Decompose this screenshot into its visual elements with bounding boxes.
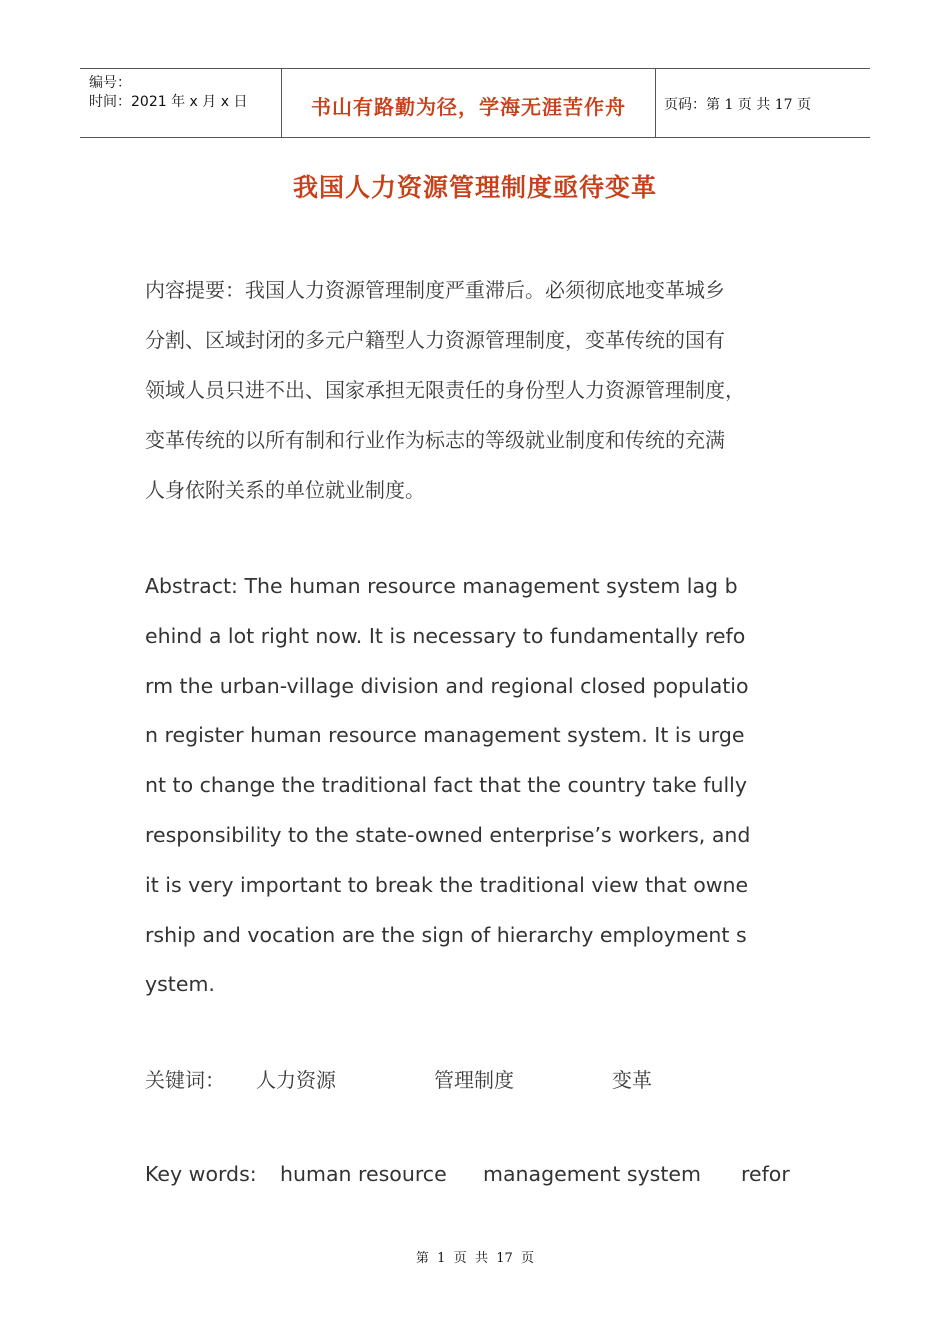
motto: 书山有路勤为径，学海无涯苦作舟 [311,95,626,119]
document-title: 我国人力资源管理制度亟待变革 [292,173,657,202]
abstract-line: nt to change the traditional fact that the country take fully [145,773,747,798]
header-page-cell [655,69,870,137]
summary-line: 变革传统的以所有制和行业作为标志的等级就业制度和传统的充满 [145,428,725,452]
page-footer: 第 1 页 共 17 页 [415,1251,535,1266]
summary-line: 内容提要：我国人力资源管理制度严重滞后。必须彻底地变革城乡 [145,278,725,302]
document-header [80,68,870,138]
keywords-en-label: Key words: [145,1162,257,1186]
keyword-cn: 人力资源 [256,1068,336,1092]
abstract-line: Abstract: The human resource management system lag b [145,574,738,598]
page-label: 页码：第 1 页 共 17 页 [664,97,811,113]
abstract-line: ystem. [145,972,215,997]
abstract-line: it is very important to break the traditional view that owne [145,872,749,897]
header-meta-cell [80,69,281,137]
keyword-cn: 变革 [612,1068,652,1092]
abstract-line: ehind a lot right now. It is necessary to fundamentally refo [145,623,746,648]
abstract-line: n register human resource management system. It is urge [145,723,745,748]
english-abstract [145,562,825,1010]
time-label: 时间：2021 年 x 月 x 日 [89,94,248,110]
keyword-en: management system [483,1162,701,1186]
abstract-line: responsibility to the state-owned enterprise’s workers, and [145,822,751,847]
chinese-summary [145,265,825,515]
keyword-cn: 管理制度 [434,1068,514,1092]
number-label: 编号： [89,75,131,91]
summary-line: 分割、区域封闭的多元户籍型人力资源管理制度，变革传统的国有 [145,328,725,352]
summary-line: 人身依附关系的单位就业制度。 [145,478,425,502]
keywords-cn-label: 关键词： [145,1068,225,1092]
keyword-en: human resource [280,1162,447,1186]
abstract-line: rship and vocation are the sign of hierarchy employment s [145,922,747,947]
keyword-en: refor [741,1162,790,1186]
abstract-line: rm the urban-village division and regional closed populatio [145,673,749,698]
summary-line: 领域人员只进不出、国家承担无限责任的身份型人力资源管理制度， [145,378,745,402]
header-motto-cell [281,69,656,137]
